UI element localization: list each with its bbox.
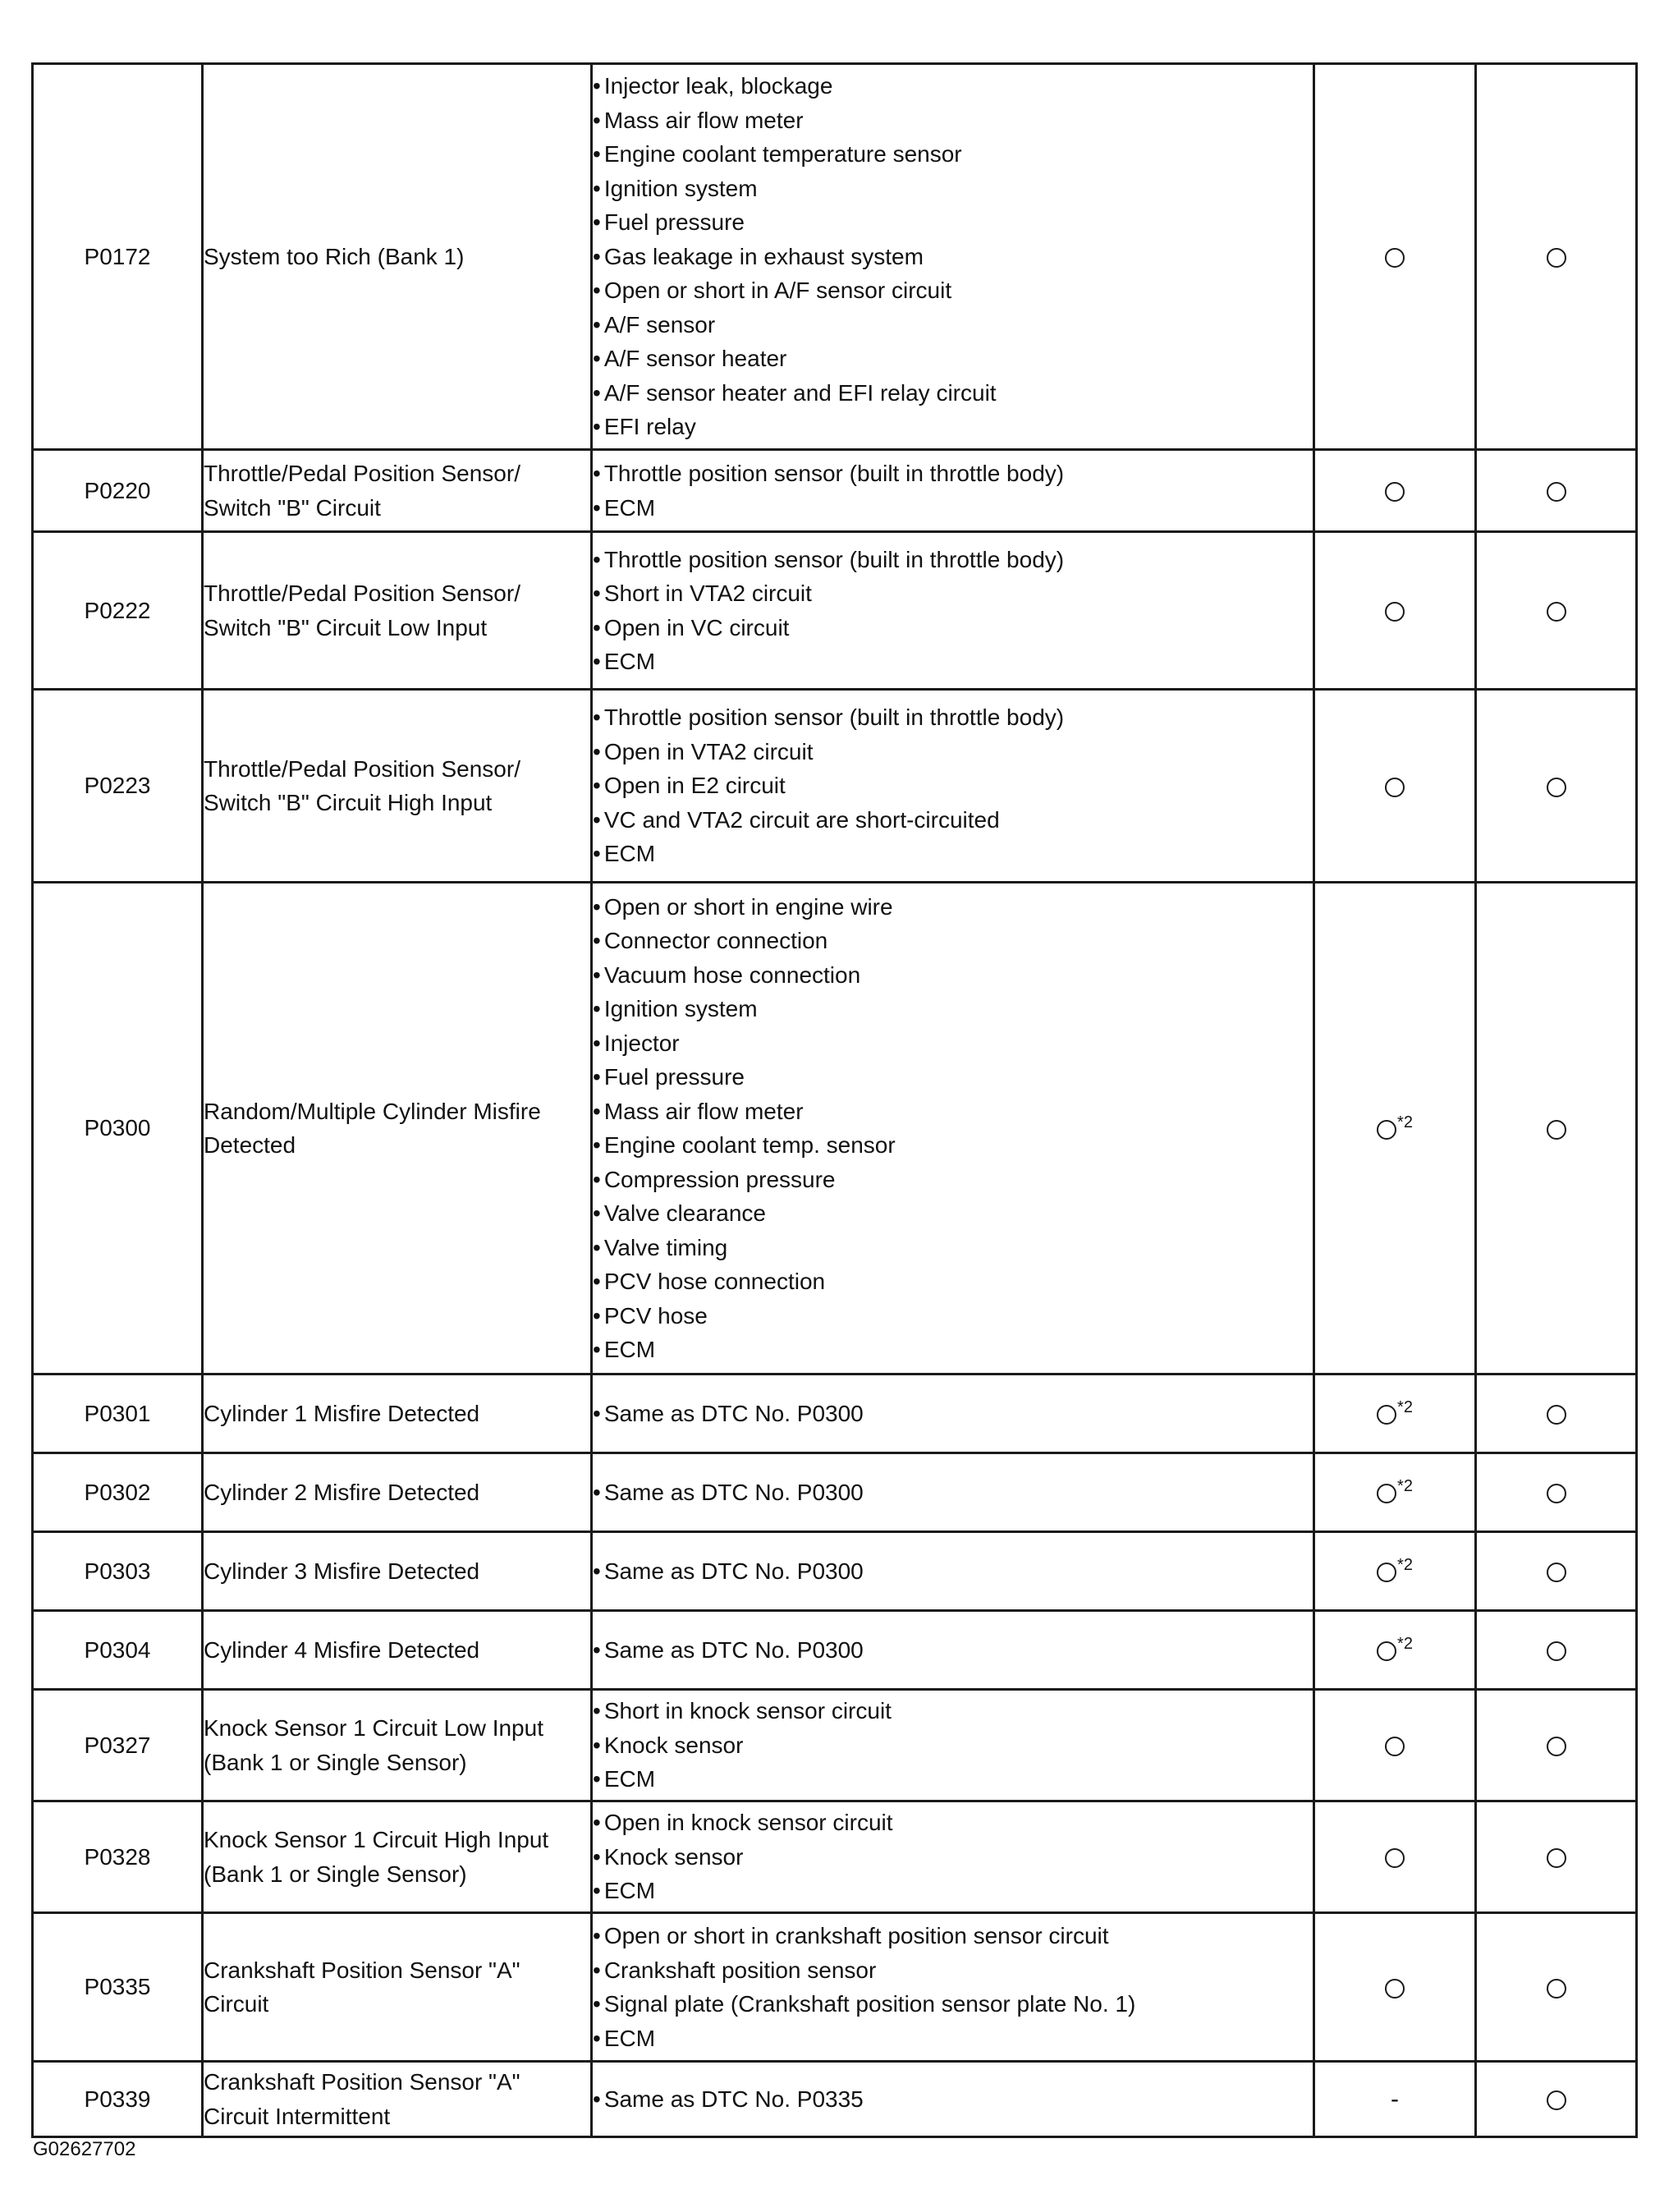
dtc-code: P0172 bbox=[33, 64, 203, 450]
list-item: • Open or short in engine wire bbox=[593, 890, 1313, 925]
trouble-area-list bbox=[593, 1397, 1313, 1431]
list-item: • Fuel pressure bbox=[593, 205, 1313, 240]
mil-indicator bbox=[1314, 450, 1476, 532]
circle-icon bbox=[1547, 1484, 1566, 1503]
trouble-area-list bbox=[593, 1554, 1313, 1589]
list-item: • Ignition system bbox=[593, 172, 1313, 206]
memory-indicator bbox=[1476, 1611, 1637, 1690]
list-item: • Injector leak, blockage bbox=[593, 69, 1313, 103]
list-item: • Connector connection bbox=[593, 924, 1313, 958]
detection-item: Crankshaft Position Sensor "A" Circuit Intermittent bbox=[203, 2062, 592, 2137]
list-item: • Vacuum hose connection bbox=[593, 958, 1313, 993]
mil-indicator bbox=[1314, 1801, 1476, 1913]
circle-icon bbox=[1547, 1979, 1566, 1999]
dtc-code: P0301 bbox=[33, 1374, 203, 1453]
table-row bbox=[33, 1453, 1637, 1532]
footnote-mark: *2 bbox=[1397, 1477, 1413, 1496]
list-item: • Throttle position sensor (built in throttle body) bbox=[593, 543, 1313, 577]
trouble-area bbox=[592, 1801, 1314, 1913]
list-item: • Same as DTC No. P0300 bbox=[593, 1397, 1313, 1431]
list-item: • ECM bbox=[593, 645, 1313, 679]
mil-indicator bbox=[1314, 532, 1476, 690]
trouble-area-list bbox=[593, 890, 1313, 1367]
list-item: • Engine coolant temperature sensor bbox=[593, 137, 1313, 172]
circle-icon bbox=[1547, 482, 1566, 502]
trouble-area-list bbox=[593, 700, 1313, 871]
list-item: • Same as DTC No. P0300 bbox=[593, 1633, 1313, 1668]
dtc-code: P0223 bbox=[33, 690, 203, 883]
memory-indicator bbox=[1476, 532, 1637, 690]
circle-icon bbox=[1377, 1120, 1396, 1140]
list-item: • A/F sensor bbox=[593, 308, 1313, 342]
trouble-area bbox=[592, 1690, 1314, 1801]
list-item: • Valve timing bbox=[593, 1231, 1313, 1265]
circle-icon bbox=[1385, 1979, 1405, 1999]
list-item: • Engine coolant temp. sensor bbox=[593, 1128, 1313, 1163]
detection-item: Knock Sensor 1 Circuit High Input (Bank 1 or Single Sensor) bbox=[203, 1801, 592, 1913]
list-item: • EFI relay bbox=[593, 410, 1313, 444]
list-item: • ECM bbox=[593, 1874, 1313, 1908]
list-item: • ECM bbox=[593, 491, 1313, 525]
circle-icon bbox=[1547, 1405, 1566, 1425]
list-item: • ECM bbox=[593, 2022, 1313, 2056]
list-item: • PCV hose connection bbox=[593, 1264, 1313, 1299]
list-item: • Mass air flow meter bbox=[593, 1095, 1313, 1129]
memory-indicator bbox=[1476, 1453, 1637, 1532]
circle-icon bbox=[1547, 1848, 1566, 1868]
table-row bbox=[33, 1801, 1637, 1913]
circle-icon bbox=[1547, 602, 1566, 622]
list-item: • Injector bbox=[593, 1026, 1313, 1061]
memory-indicator bbox=[1476, 1690, 1637, 1801]
table-row bbox=[33, 1690, 1637, 1801]
circle-icon bbox=[1547, 2090, 1566, 2110]
list-item: • ECM bbox=[593, 837, 1313, 871]
trouble-area bbox=[592, 1532, 1314, 1611]
detection-item: Cylinder 4 Misfire Detected bbox=[203, 1611, 592, 1690]
trouble-area-list bbox=[593, 457, 1313, 525]
dtc-code: P0303 bbox=[33, 1532, 203, 1611]
mil-indicator bbox=[1314, 1532, 1476, 1611]
list-item: • Gas leakage in exhaust system bbox=[593, 240, 1313, 274]
trouble-area-list bbox=[593, 1694, 1313, 1797]
list-item: • Valve clearance bbox=[593, 1196, 1313, 1231]
footnote-mark: *2 bbox=[1397, 1113, 1413, 1131]
detection-item: Cylinder 2 Misfire Detected bbox=[203, 1453, 592, 1532]
memory-indicator bbox=[1476, 450, 1637, 532]
memory-indicator bbox=[1476, 1532, 1637, 1611]
dtc-code: P0304 bbox=[33, 1611, 203, 1690]
table-row bbox=[33, 532, 1637, 690]
table-row bbox=[33, 2062, 1637, 2137]
trouble-area bbox=[592, 2062, 1314, 2137]
detection-item: Cylinder 3 Misfire Detected bbox=[203, 1532, 592, 1611]
list-item: • Throttle position sensor (built in throttle body) bbox=[593, 700, 1313, 735]
list-item: • Crankshaft position sensor bbox=[593, 1953, 1313, 1988]
circle-icon bbox=[1547, 248, 1566, 268]
trouble-area-list bbox=[593, 69, 1313, 444]
footnote-mark: *2 bbox=[1397, 1635, 1413, 1654]
dtc-code: P0339 bbox=[33, 2062, 203, 2137]
circle-icon bbox=[1385, 778, 1405, 797]
mil-indicator bbox=[1314, 1453, 1476, 1532]
dash-mark: - bbox=[1391, 2085, 1399, 2113]
mil-indicator bbox=[1314, 690, 1476, 883]
list-item: • Short in VTA2 circuit bbox=[593, 576, 1313, 611]
detection-item: System too Rich (Bank 1) bbox=[203, 64, 592, 450]
circle-icon bbox=[1547, 1120, 1566, 1140]
mil-indicator bbox=[1314, 1611, 1476, 1690]
dtc-table bbox=[31, 62, 1638, 2138]
mil-indicator bbox=[1314, 1374, 1476, 1453]
detection-item: Throttle/Pedal Position Sensor/ Switch "B" Circuit bbox=[203, 450, 592, 532]
circle-icon bbox=[1385, 1737, 1405, 1756]
figure-id: G02627702 bbox=[33, 2138, 136, 2160]
list-item: • Throttle position sensor (built in throttle body) bbox=[593, 457, 1313, 491]
trouble-area bbox=[592, 883, 1314, 1374]
list-item: • Mass air flow meter bbox=[593, 103, 1313, 138]
table-row bbox=[33, 450, 1637, 532]
table-row bbox=[33, 883, 1637, 1374]
trouble-area bbox=[592, 1611, 1314, 1690]
memory-indicator bbox=[1476, 690, 1637, 883]
list-item: • Signal plate (Crankshaft position sensor plate No. 1) bbox=[593, 1987, 1313, 2022]
dtc-code: P0335 bbox=[33, 1913, 203, 2062]
list-item: • Knock sensor bbox=[593, 1728, 1313, 1763]
circle-icon bbox=[1377, 1563, 1396, 1582]
detection-item: Throttle/Pedal Position Sensor/ Switch "B" Circuit Low Input bbox=[203, 532, 592, 690]
mil-indicator bbox=[1314, 64, 1476, 450]
list-item: • Open or short in A/F sensor circuit bbox=[593, 273, 1313, 308]
circle-icon bbox=[1385, 482, 1405, 502]
table-row bbox=[33, 1611, 1637, 1690]
list-item: • A/F sensor heater and EFI relay circuit bbox=[593, 376, 1313, 411]
memory-indicator bbox=[1476, 1913, 1637, 2062]
list-item: • Open in knock sensor circuit bbox=[593, 1806, 1313, 1840]
list-item: • ECM bbox=[593, 1333, 1313, 1367]
trouble-area-list bbox=[593, 543, 1313, 679]
dtc-code: P0300 bbox=[33, 883, 203, 1374]
memory-indicator bbox=[1476, 64, 1637, 450]
list-item: • PCV hose bbox=[593, 1299, 1313, 1333]
list-item: • ECM bbox=[593, 1762, 1313, 1797]
circle-icon bbox=[1377, 1484, 1396, 1503]
list-item: • Ignition system bbox=[593, 992, 1313, 1026]
detection-item: Knock Sensor 1 Circuit Low Input (Bank 1 or Single Sensor) bbox=[203, 1690, 592, 1801]
trouble-area bbox=[592, 450, 1314, 532]
list-item: • Fuel pressure bbox=[593, 1060, 1313, 1095]
table-row bbox=[33, 1532, 1637, 1611]
list-item: • Same as DTC No. P0335 bbox=[593, 2082, 1313, 2117]
list-item: • Open in VTA2 circuit bbox=[593, 735, 1313, 769]
table-row bbox=[33, 690, 1637, 883]
list-item: • Open in E2 circuit bbox=[593, 769, 1313, 803]
detection-item: Throttle/Pedal Position Sensor/ Switch "B" Circuit High Input bbox=[203, 690, 592, 883]
dtc-code: P0327 bbox=[33, 1690, 203, 1801]
table-row bbox=[33, 64, 1637, 450]
list-item: • Open in VC circuit bbox=[593, 611, 1313, 645]
footnote-mark: *2 bbox=[1397, 1398, 1413, 1417]
dtc-code: P0222 bbox=[33, 532, 203, 690]
detection-item: Cylinder 1 Misfire Detected bbox=[203, 1374, 592, 1453]
trouble-area-list bbox=[593, 1806, 1313, 1908]
trouble-area-list bbox=[593, 1475, 1313, 1510]
circle-icon bbox=[1547, 778, 1566, 797]
trouble-area bbox=[592, 1453, 1314, 1532]
dtc-table-body bbox=[33, 64, 1637, 2137]
trouble-area bbox=[592, 1374, 1314, 1453]
detection-item: Random/Multiple Cylinder Misfire Detected bbox=[203, 883, 592, 1374]
memory-indicator bbox=[1476, 2062, 1637, 2137]
trouble-area-list bbox=[593, 2082, 1313, 2117]
mil-indicator bbox=[1314, 1913, 1476, 2062]
mil-indicator bbox=[1314, 1690, 1476, 1801]
trouble-area bbox=[592, 690, 1314, 883]
list-item: • A/F sensor heater bbox=[593, 342, 1313, 376]
table-row bbox=[33, 1374, 1637, 1453]
trouble-area bbox=[592, 64, 1314, 450]
circle-icon bbox=[1377, 1405, 1396, 1425]
circle-icon bbox=[1547, 1641, 1566, 1661]
mil-indicator bbox=[1314, 2062, 1476, 2137]
footnote-mark: *2 bbox=[1397, 1556, 1413, 1575]
circle-icon bbox=[1547, 1737, 1566, 1756]
trouble-area-list bbox=[593, 1633, 1313, 1668]
dtc-code: P0302 bbox=[33, 1453, 203, 1532]
list-item: • Knock sensor bbox=[593, 1840, 1313, 1875]
circle-icon bbox=[1385, 248, 1405, 268]
circle-icon bbox=[1377, 1641, 1396, 1661]
circle-icon bbox=[1385, 602, 1405, 622]
trouble-area-list bbox=[593, 1919, 1313, 2055]
list-item: • Same as DTC No. P0300 bbox=[593, 1554, 1313, 1589]
dtc-code: P0220 bbox=[33, 450, 203, 532]
trouble-area bbox=[592, 1913, 1314, 2062]
detection-item: Crankshaft Position Sensor "A" Circuit bbox=[203, 1913, 592, 2062]
list-item: • Short in knock sensor circuit bbox=[593, 1694, 1313, 1728]
table-row bbox=[33, 1913, 1637, 2062]
memory-indicator bbox=[1476, 1374, 1637, 1453]
list-item: • Open or short in crankshaft position sensor circuit bbox=[593, 1919, 1313, 1953]
list-item: • Compression pressure bbox=[593, 1163, 1313, 1197]
dtc-code: P0328 bbox=[33, 1801, 203, 1913]
list-item: • VC and VTA2 circuit are short-circuited bbox=[593, 803, 1313, 838]
memory-indicator bbox=[1476, 883, 1637, 1374]
circle-icon bbox=[1385, 1848, 1405, 1868]
list-item: • Same as DTC No. P0300 bbox=[593, 1475, 1313, 1510]
circle-icon bbox=[1547, 1563, 1566, 1582]
mil-indicator bbox=[1314, 883, 1476, 1374]
trouble-area bbox=[592, 532, 1314, 690]
memory-indicator bbox=[1476, 1801, 1637, 1913]
